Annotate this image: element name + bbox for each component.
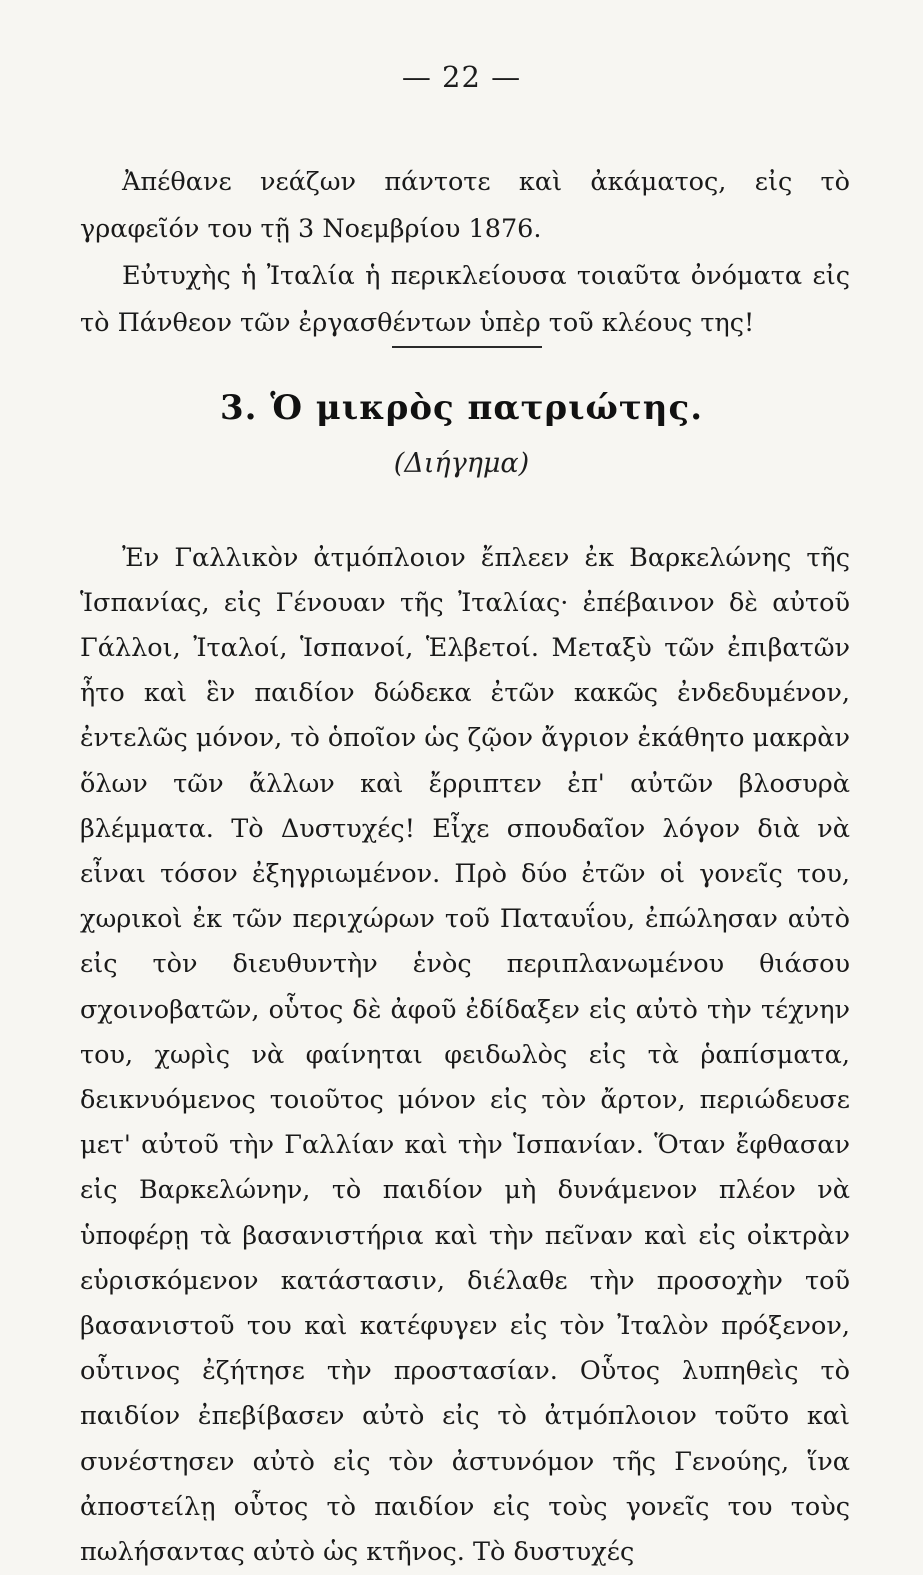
section-subtitle: (Διήγημα): [0, 448, 923, 479]
page-number: — 22 —: [0, 60, 923, 94]
section-title: 3. Ὁ μικρὸς πατριώτης.: [0, 388, 923, 428]
paragraph-death-note: Ἀπέθανε νεάζων πάντοτε καὶ ἀκάματος, εἰς τὸ γραφεῖόν του τῇ 3 Νοεμβρίου 1876.: [80, 159, 850, 253]
paragraph-italy-pantheon: Εὐτυχὴς ἡ Ἰταλία ἡ περικλείουσα τοιαῦτα ὀνόματα εἰς τὸ Πάνθεον τῶν ἐργασθέντων ὑπὲρ τοῦ κλέους της!: [80, 253, 850, 347]
story-paragraph: Ἐν Γαλλικὸν ἀτμόπλοιον ἔπλεεν ἐκ Βαρκελώνης τῆς Ἱσπανίας, εἰς Γένουαν τῆς Ἰταλίας· ἐπέβαινον δὲ αὐτοῦ Γάλλοι, Ἰταλοί, Ἱσπανοί, Ἑλβετοί. Μεταξὺ τῶν ἐπιβατῶν ἦτο καὶ ἓν παιδίον δώδεκα ἐτῶν κακῶς ἐνδεδυμένον, ἐντελῶς μόνον, τὸ ὁποῖον ὡς ζῷον ἄγριον ἐκάθητο μακρὰν ὅλων τῶν ἄλλων καὶ ἔρριπτεν ἐπ' αὐτῶν βλοσυρὰ βλέμματα. Τὸ Δυστυχές! Εἶχε σπουδαῖον λόγον διὰ νὰ εἶναι τόσον ἐξηγριωμένον. Πρὸ δύο ἐτῶν οἱ γονεῖς του, χωρικοὶ ἐκ τῶν περιχώρων τοῦ Παταυΐου, ἐπώλησαν αὐτὸ εἰς τὸν διευθυντὴν ἑνὸς περιπλανωμένου θιάσου σχοινοβατῶν, οὗτος δὲ ἀφοῦ ἐδίδαξεν εἰς αὐτὸ τὴν τέχνην του, χωρὶς νὰ φαίνηται φειδωλὸς εἰς τὰ ῥαπίσματα, δεικνυόμενος τοιοῦτος μόνον εἰς τὸν ἄρτον, περιώδευσε μετ' αὐτοῦ τὴν Γαλλίαν καὶ τὴν Ἱσπανίαν. Ὅταν ἔφθασαν εἰς Βαρκελώνην, τὸ παιδίον μὴ δυνάμενον πλέον νὰ ὑποφέρῃ τὰ βασανιστήρια καὶ τὴν πεῖναν καὶ εἰς οἰκτρὰν εὑρισκόμενον κατάστασιν, διέλαθε τὴν προσοχὴν τοῦ βασανιστοῦ του καὶ κατέφυγεν εἰς τὸν Ἰταλὸν πρόξενον, οὗτινος ἐζήτησε τὴν προστασίαν. Οὗτος λυπηθεὶς τὸ παιδίον ἐπεβίβασεν αὐτὸ εἰς τὸ ἀτμόπλοιον τοῦτο καὶ συνέστησεν αὐτὸ εἰς τὸν ἀστυνόμον τῆς Γενούης, ἵνα ἀποστείλῃ οὗτος τὸ παιδίον εἰς τοὺς γονεῖς του τοὺς πωλήσαντας αὐτὸ ὡς κτῆνος. Τὸ δυστυχές: [80, 536, 850, 1575]
section-divider: [392, 346, 542, 348]
